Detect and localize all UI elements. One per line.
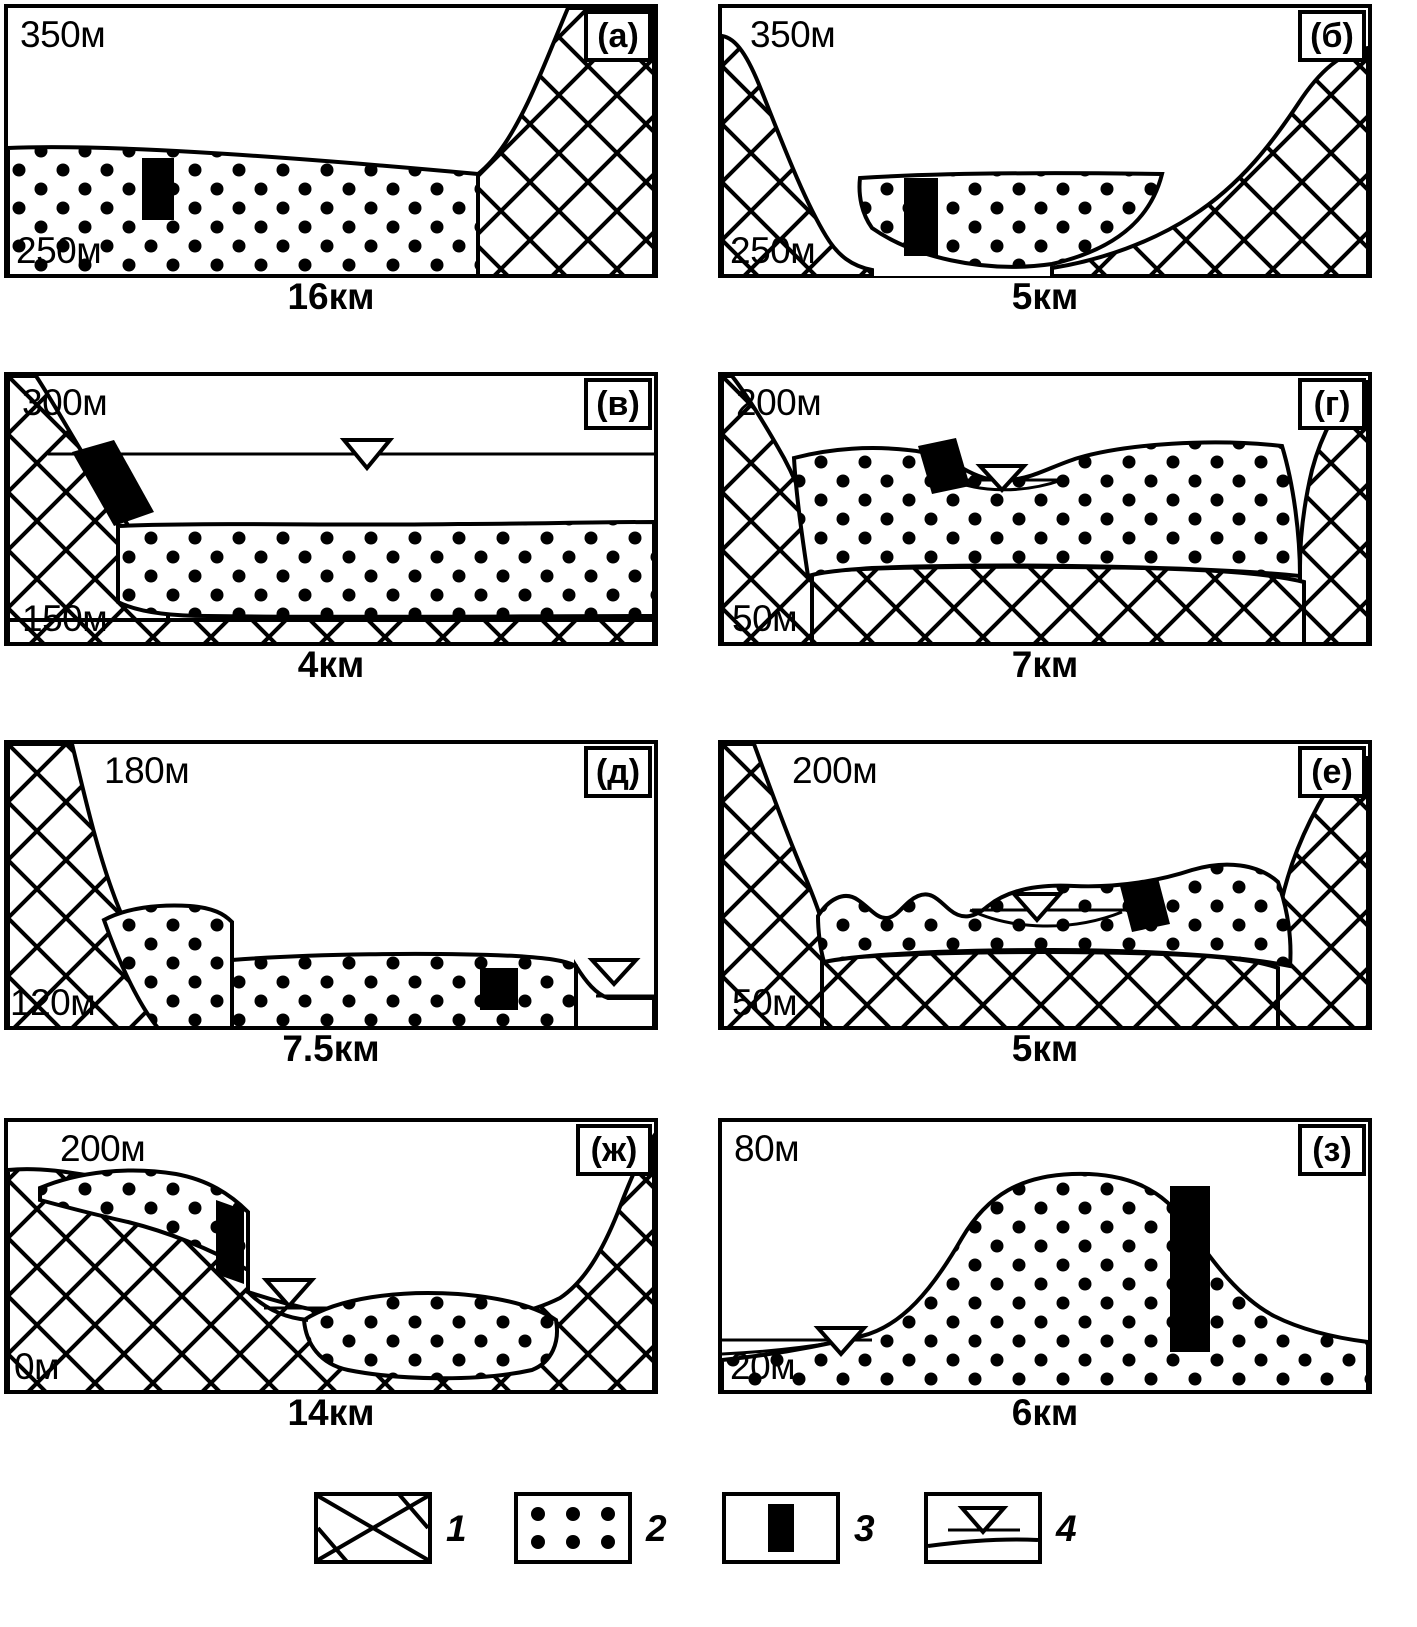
legend-num-3: 3	[854, 1507, 875, 1549]
legend-item-1	[314, 1492, 467, 1564]
panel-zh-elev-bottom: 0м	[14, 1346, 60, 1387]
panel-g-scale-label: 7км	[718, 646, 1372, 683]
panel-v	[4, 372, 658, 648]
panel-b	[718, 4, 1372, 280]
panel-g-elev-top: 200м	[736, 382, 822, 423]
legend	[0, 1478, 1417, 1588]
panel-z-elev-bottom: 20м	[730, 1346, 796, 1387]
panel-b-elev-top: 350м	[750, 14, 836, 55]
legend-num-4: 4	[1056, 1507, 1077, 1549]
panel-d	[4, 740, 658, 1032]
panel-d-tag: (д)	[584, 746, 652, 798]
panel-v-tag: (в)	[584, 378, 652, 430]
panel-b-scale	[718, 276, 1372, 328]
panel-z-scale	[718, 1392, 1372, 1444]
panel-e-scale	[718, 1028, 1372, 1080]
panel-z-frame	[718, 1118, 1372, 1396]
panel-a	[4, 4, 658, 280]
panel-e-tag: (е)	[1298, 746, 1366, 798]
panel-b-tag: (б)	[1298, 10, 1366, 62]
black-block-icon	[722, 1492, 840, 1564]
panel-a-tag: (а)	[584, 10, 652, 62]
panel-a-elev-bottom: 250м	[16, 230, 102, 271]
panel-zh-scale-label: 14км	[4, 1394, 658, 1431]
panel-zh-tag: (ж)	[576, 1124, 652, 1176]
panel-d-scale	[4, 1028, 658, 1080]
panel-a-elev-top: 350м	[20, 14, 106, 55]
legend-num-1: 1	[446, 1507, 467, 1549]
legend-item-4	[924, 1492, 1077, 1564]
panel-e-elev-bottom: 50м	[732, 982, 798, 1023]
panel-d-frame	[4, 740, 658, 1032]
panel-zh-scale	[4, 1392, 658, 1444]
legend-num-2: 2	[646, 1507, 667, 1549]
panel-e-scale-label: 5км	[718, 1030, 1372, 1067]
panel-d-elev-top: 180м	[104, 750, 190, 791]
panel-zh-elev-top: 200м	[60, 1128, 146, 1169]
panel-b-scale-label: 5км	[718, 278, 1372, 315]
panel-z-section	[722, 1122, 1368, 1392]
panel-v-scale	[4, 644, 658, 696]
panel-e-elev-top: 200м	[792, 750, 878, 791]
panel-z-elev-top: 80м	[734, 1128, 800, 1169]
panel-g-scale	[718, 644, 1372, 696]
panel-a-scale	[4, 276, 658, 328]
panel-z	[718, 1118, 1372, 1396]
panel-d-scale-label: 7.5км	[4, 1030, 658, 1067]
legend-item-3	[722, 1492, 875, 1564]
panel-z-scale-label: 6км	[718, 1394, 1372, 1431]
panel-g-tag: (г)	[1298, 378, 1366, 430]
legend-item-2	[514, 1492, 667, 1564]
panel-v-elev-top: 300м	[22, 382, 108, 423]
panel-e	[718, 740, 1372, 1032]
panel-v-scale-label: 4км	[4, 646, 658, 683]
panel-v-elev-bottom: 150м	[22, 598, 108, 639]
panel-z-tag: (з)	[1298, 1124, 1366, 1176]
panel-g-elev-bottom: 50м	[732, 598, 798, 639]
panel-a-scale-label: 16км	[4, 278, 658, 315]
dots-icon	[514, 1492, 632, 1564]
water-table-icon	[924, 1492, 1042, 1564]
crosshatch-icon	[314, 1492, 432, 1564]
panel-zh	[4, 1118, 658, 1396]
panel-b-elev-bottom: 250м	[730, 230, 816, 271]
panel-g	[718, 372, 1372, 648]
panel-d-elev-bottom: 120м	[10, 982, 96, 1023]
